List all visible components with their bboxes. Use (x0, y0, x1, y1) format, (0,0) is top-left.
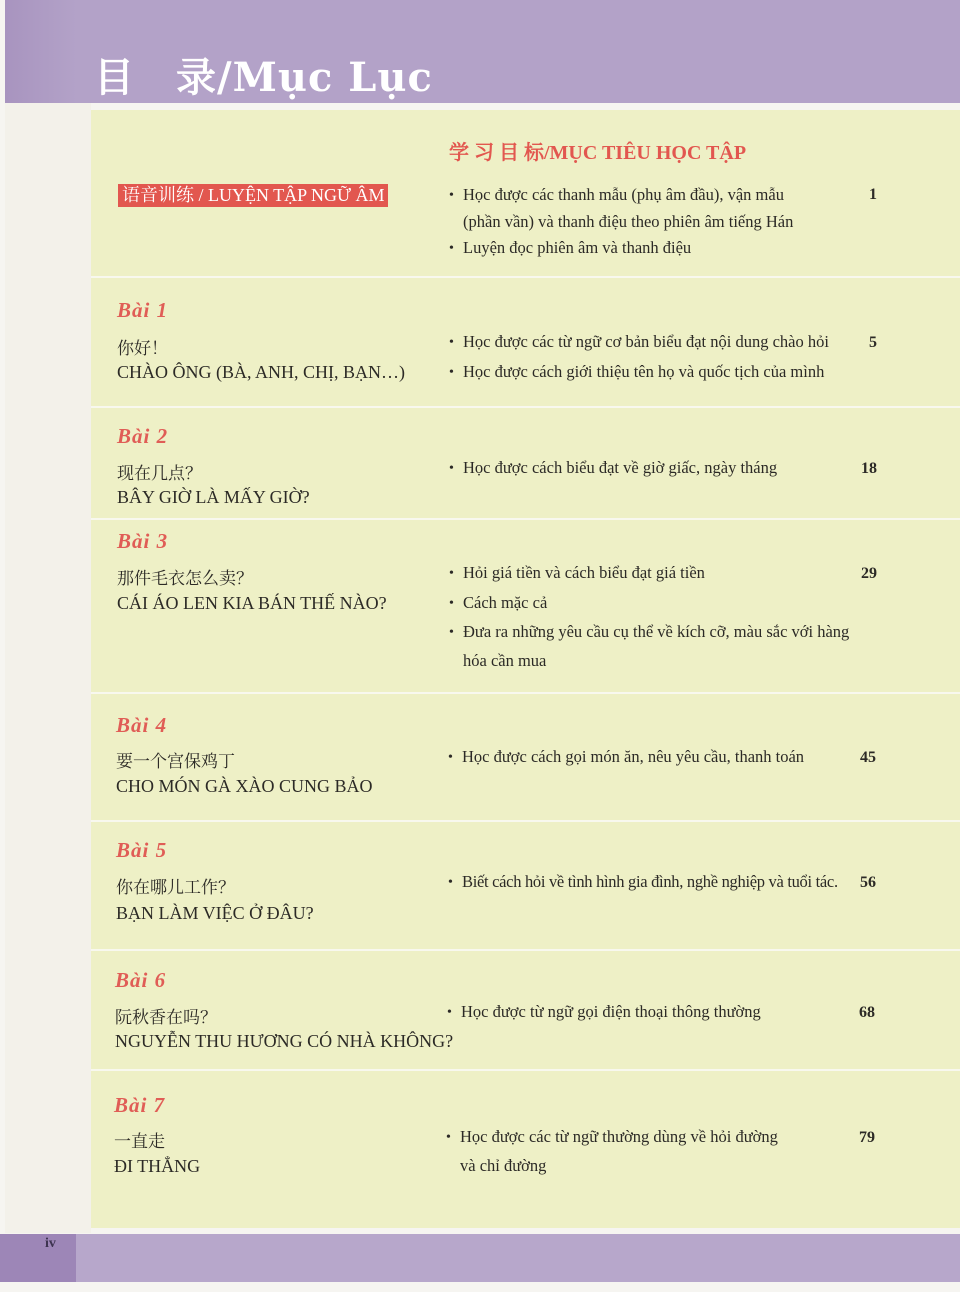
row-divider (91, 949, 960, 951)
page-title: 目 录/Mục Lục (94, 54, 433, 101)
objective-text: Học được cách giới thiệu tên họ và quốc tịch của mình (463, 362, 825, 381)
bullet-icon: • (449, 596, 454, 611)
footer-tab (0, 1234, 76, 1282)
bullet-icon: • (446, 1130, 451, 1145)
page-number[interactable]: 29 (861, 565, 877, 582)
lesson-title-cn[interactable]: 你好！ (117, 339, 168, 359)
page-number[interactable]: 5 (869, 334, 877, 351)
lesson-title-vi[interactable]: NGUYỄN THU HƯƠNG CÓ NHÀ KHÔNG? (115, 1031, 454, 1051)
lesson-title-vi[interactable]: ĐI THẲNG (114, 1156, 201, 1176)
bullet-icon: • (449, 625, 454, 640)
objective-text: Học được cách biểu đạt về giờ giấc, ngày tháng (463, 458, 778, 477)
row-divider (91, 406, 960, 408)
lesson-label: Bài 2 (117, 424, 169, 448)
objectives-column-heading: 学 习 目 标/MỤC TIÊU HỌC TẬP (449, 142, 747, 164)
objective-text: hóa cần mua (463, 651, 547, 670)
lesson-label: Bài 1 (117, 298, 169, 322)
bullet-icon: • (449, 241, 454, 256)
objective-text: Học được các thanh mẫu (phụ âm đầu), vận mẫu (463, 185, 784, 204)
bullet-icon: • (448, 875, 453, 890)
header-shade (5, 0, 77, 103)
lesson-title-vi[interactable]: CHO MÓN GÀ XÀO CUNG BẢO (116, 776, 373, 796)
lesson-title-cn[interactable]: 一直走 (114, 1132, 165, 1152)
bullet-icon: • (449, 188, 454, 203)
lesson-label: Bài 3 (117, 529, 169, 553)
lesson-title-vi[interactable]: BÂY GIỜ LÀ MẤY GIỜ? (117, 487, 310, 507)
lesson-label: Bài 6 (115, 968, 167, 992)
page-number[interactable]: 18 (861, 460, 877, 477)
lesson-title-cn[interactable]: 阮秋香在吗？ (115, 1008, 217, 1028)
lesson-title-cn[interactable]: 那件毛衣怎么卖？ (117, 569, 253, 589)
lesson-title-cn[interactable]: 你在哪儿工作？ (116, 878, 235, 898)
row-divider (91, 518, 960, 520)
objective-text: Biết cách hỏi về tình hình gia đình, nghề nghiệp và tuổi tác. (462, 872, 838, 891)
side-strip (5, 103, 91, 1233)
page-number[interactable]: 1 (869, 186, 877, 203)
bullet-icon: • (449, 461, 454, 476)
lesson-title-vi[interactable]: CHÀO ÔNG (BÀ, ANH, CHỊ, BẠN…) (117, 362, 405, 382)
page-number[interactable]: 79 (859, 1129, 875, 1146)
objective-text: Học được từ ngữ gọi điện thoại thông thường (461, 1002, 761, 1021)
folio-page-number: iv (45, 1236, 56, 1251)
row-divider (91, 820, 960, 822)
bullet-icon: • (447, 1005, 452, 1020)
lesson-label: Bài 4 (116, 713, 168, 737)
objective-text: Hỏi giá tiền và cách biểu đạt giá tiền (463, 563, 705, 582)
objective-text: (phần vần) và thanh điệu theo phiên âm tiếng Hán (463, 212, 794, 231)
row-divider (91, 276, 960, 278)
lesson-title-cn[interactable]: 现在几点？ (117, 464, 202, 484)
bullet-icon: • (449, 335, 454, 350)
page-number[interactable]: 45 (860, 749, 876, 766)
objective-text: Luyện đọc phiên âm và thanh điệu (463, 238, 692, 257)
objective-text: Đưa ra những yêu cầu cụ thể về kích cỡ, màu sắc với hàng (463, 622, 850, 641)
row-divider (91, 692, 960, 694)
objective-text: Học được các từ ngữ thường dùng về hỏi đường (460, 1127, 778, 1146)
page-number[interactable]: 56 (860, 874, 876, 891)
lesson-label: Bài 7 (114, 1093, 166, 1117)
objective-text: Học được các từ ngữ cơ bản biểu đạt nội dung chào hỏi (463, 332, 829, 351)
lesson-title-vi[interactable]: BẠN LÀM VIỆC Ở ĐÂU? (116, 903, 314, 923)
footer-band (0, 1234, 960, 1282)
objective-text: Cách mặc cả (463, 593, 548, 612)
lesson-title-vi[interactable]: CÁI ÁO LEN KIA BÁN THẾ NÀO? (117, 593, 387, 613)
row-divider (91, 1069, 960, 1071)
objective-text: Học được cách gọi món ăn, nêu yêu cầu, thanh toán (462, 747, 805, 766)
lesson-title-cn[interactable]: 要一个宫保鸡丁 (116, 752, 235, 772)
bullet-icon: • (449, 365, 454, 380)
lesson-label: Bài 5 (116, 838, 168, 862)
phonetics-badge[interactable]: 语音训练 / LUYỆN TẬP NGỮ ÂM (118, 184, 388, 207)
bullet-icon: • (449, 566, 454, 581)
objective-text: và chỉ đường (460, 1156, 547, 1175)
bullet-icon: • (448, 750, 453, 765)
page-number[interactable]: 68 (859, 1004, 875, 1021)
